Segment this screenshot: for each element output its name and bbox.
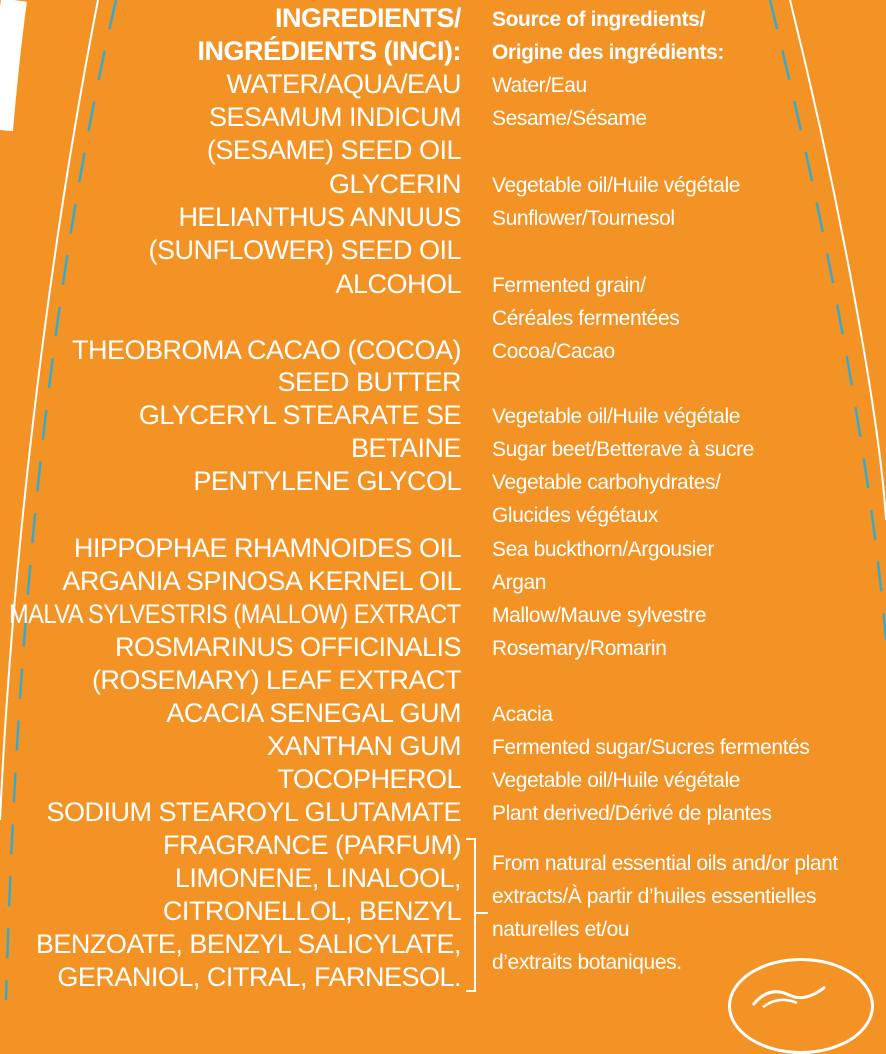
source-item: Vegetable oil/Huile végétale [492,174,740,197]
ingredient-item: PENTYLENE GLYCOL [193,466,461,496]
sources-heading: Source of ingredients/ [492,8,705,31]
source-item: Vegetable oil/Huile végétale [492,405,740,428]
ingredient-item: SESAMUM INDICUM [208,102,461,132]
source-item: Sesame/Sésame [492,107,647,130]
ingredient-item: BENZOATE, BENZYL SALICYLATE, [35,929,461,959]
brand-logo [728,958,874,1054]
source-item: extracts/À partir d’huiles essentielles [492,885,817,908]
ingredient-item: ARGANIA SPINOSA KERNEL OIL [62,566,461,596]
ingredient-item: (ROSEMARY) LEAF EXTRACT [91,665,461,695]
ingredient-item: SODIUM STEAROYL GLUTAMATE [46,797,461,827]
ingredient-item: MALVA SYLVESTRIS (MALLOW) EXTRACT [9,599,461,629]
ingredient-item: SEED BUTTER [277,367,461,397]
ingredient-item: WATER/AQUA/EAU [226,69,461,99]
source-item: Rosemary/Romarin [492,637,667,660]
ingredients-heading: INGREDIENTS/ [274,3,461,33]
source-item: Fermented sugar/Sucres fermentés [492,736,810,759]
source-item: Sea buckthorn/Argousier [492,538,714,561]
source-item: Vegetable oil/Huile végétale [492,769,740,792]
ingredient-item: (SUNFLOWER) SEED OIL [148,235,461,265]
source-item: From natural essential oils and/or plant [492,852,838,875]
ingredient-item: HELIANTHUS ANNUUS [178,202,461,232]
ingredient-item: GLYCERIN [328,169,461,199]
ingredient-item: ROSMARINUS OFFICINALIS [114,632,461,662]
source-item: Glucides végétaux [492,504,658,527]
source-item: naturelles et/ou [492,918,630,941]
source-item: Acacia [492,703,553,726]
ingredient-item: LIMONENE, LINALOOL, [174,863,461,893]
source-item: Water/Eau [492,74,587,97]
source-item: Sugar beet/Betterave à sucre [492,438,754,461]
source-item: Sunflower/Tournesol [492,207,675,230]
bracket-connector [474,912,488,914]
source-item: Plant derived/Dérivé de plantes [492,802,772,825]
ingredient-item: GLYCERYL STEARATE SE [138,400,461,430]
source-item: Fermented grain/ [492,274,646,297]
ingredient-item: ALCOHOL [335,269,461,299]
ingredient-item: GERANIOL, CITRAL, FARNESOL. [57,962,461,992]
logo-mark-icon [749,981,829,1011]
ingredient-item: ACACIA SENEGAL GUM [166,698,461,728]
source-item: d’extraits botaniques. [492,951,682,974]
source-item: Argan [492,571,547,594]
ingredient-item: FRAGRANCE (PARFUM) [163,830,461,860]
fragrance-bracket [466,838,476,992]
ingredient-item: CITRONELLOL, BENZYL [162,896,461,926]
ingredient-item: BETAINE [350,433,461,463]
ingredient-item: THEOBROMA CACAO (COCOA) [71,335,461,365]
sources-heading-fr: Origine des ingrédients: [492,41,724,64]
source-item: Mallow/Mauve sylvestre [492,604,707,627]
ingredient-item: (SESAME) SEED OIL [206,135,461,165]
source-item: Céréales fermentées [492,307,680,330]
ingredient-item: TOCOPHEROL [277,764,461,794]
ingredients-heading-fr: INGRÉDIENTS (INCI): [197,36,461,66]
source-item: Cocoa/Cacao [492,340,615,363]
ingredient-item: HIPPOPHAE RHAMNOIDES OIL [73,533,461,563]
source-item: Vegetable carbohydrates/ [492,471,721,494]
ingredient-item: XANTHAN GUM [266,731,461,761]
